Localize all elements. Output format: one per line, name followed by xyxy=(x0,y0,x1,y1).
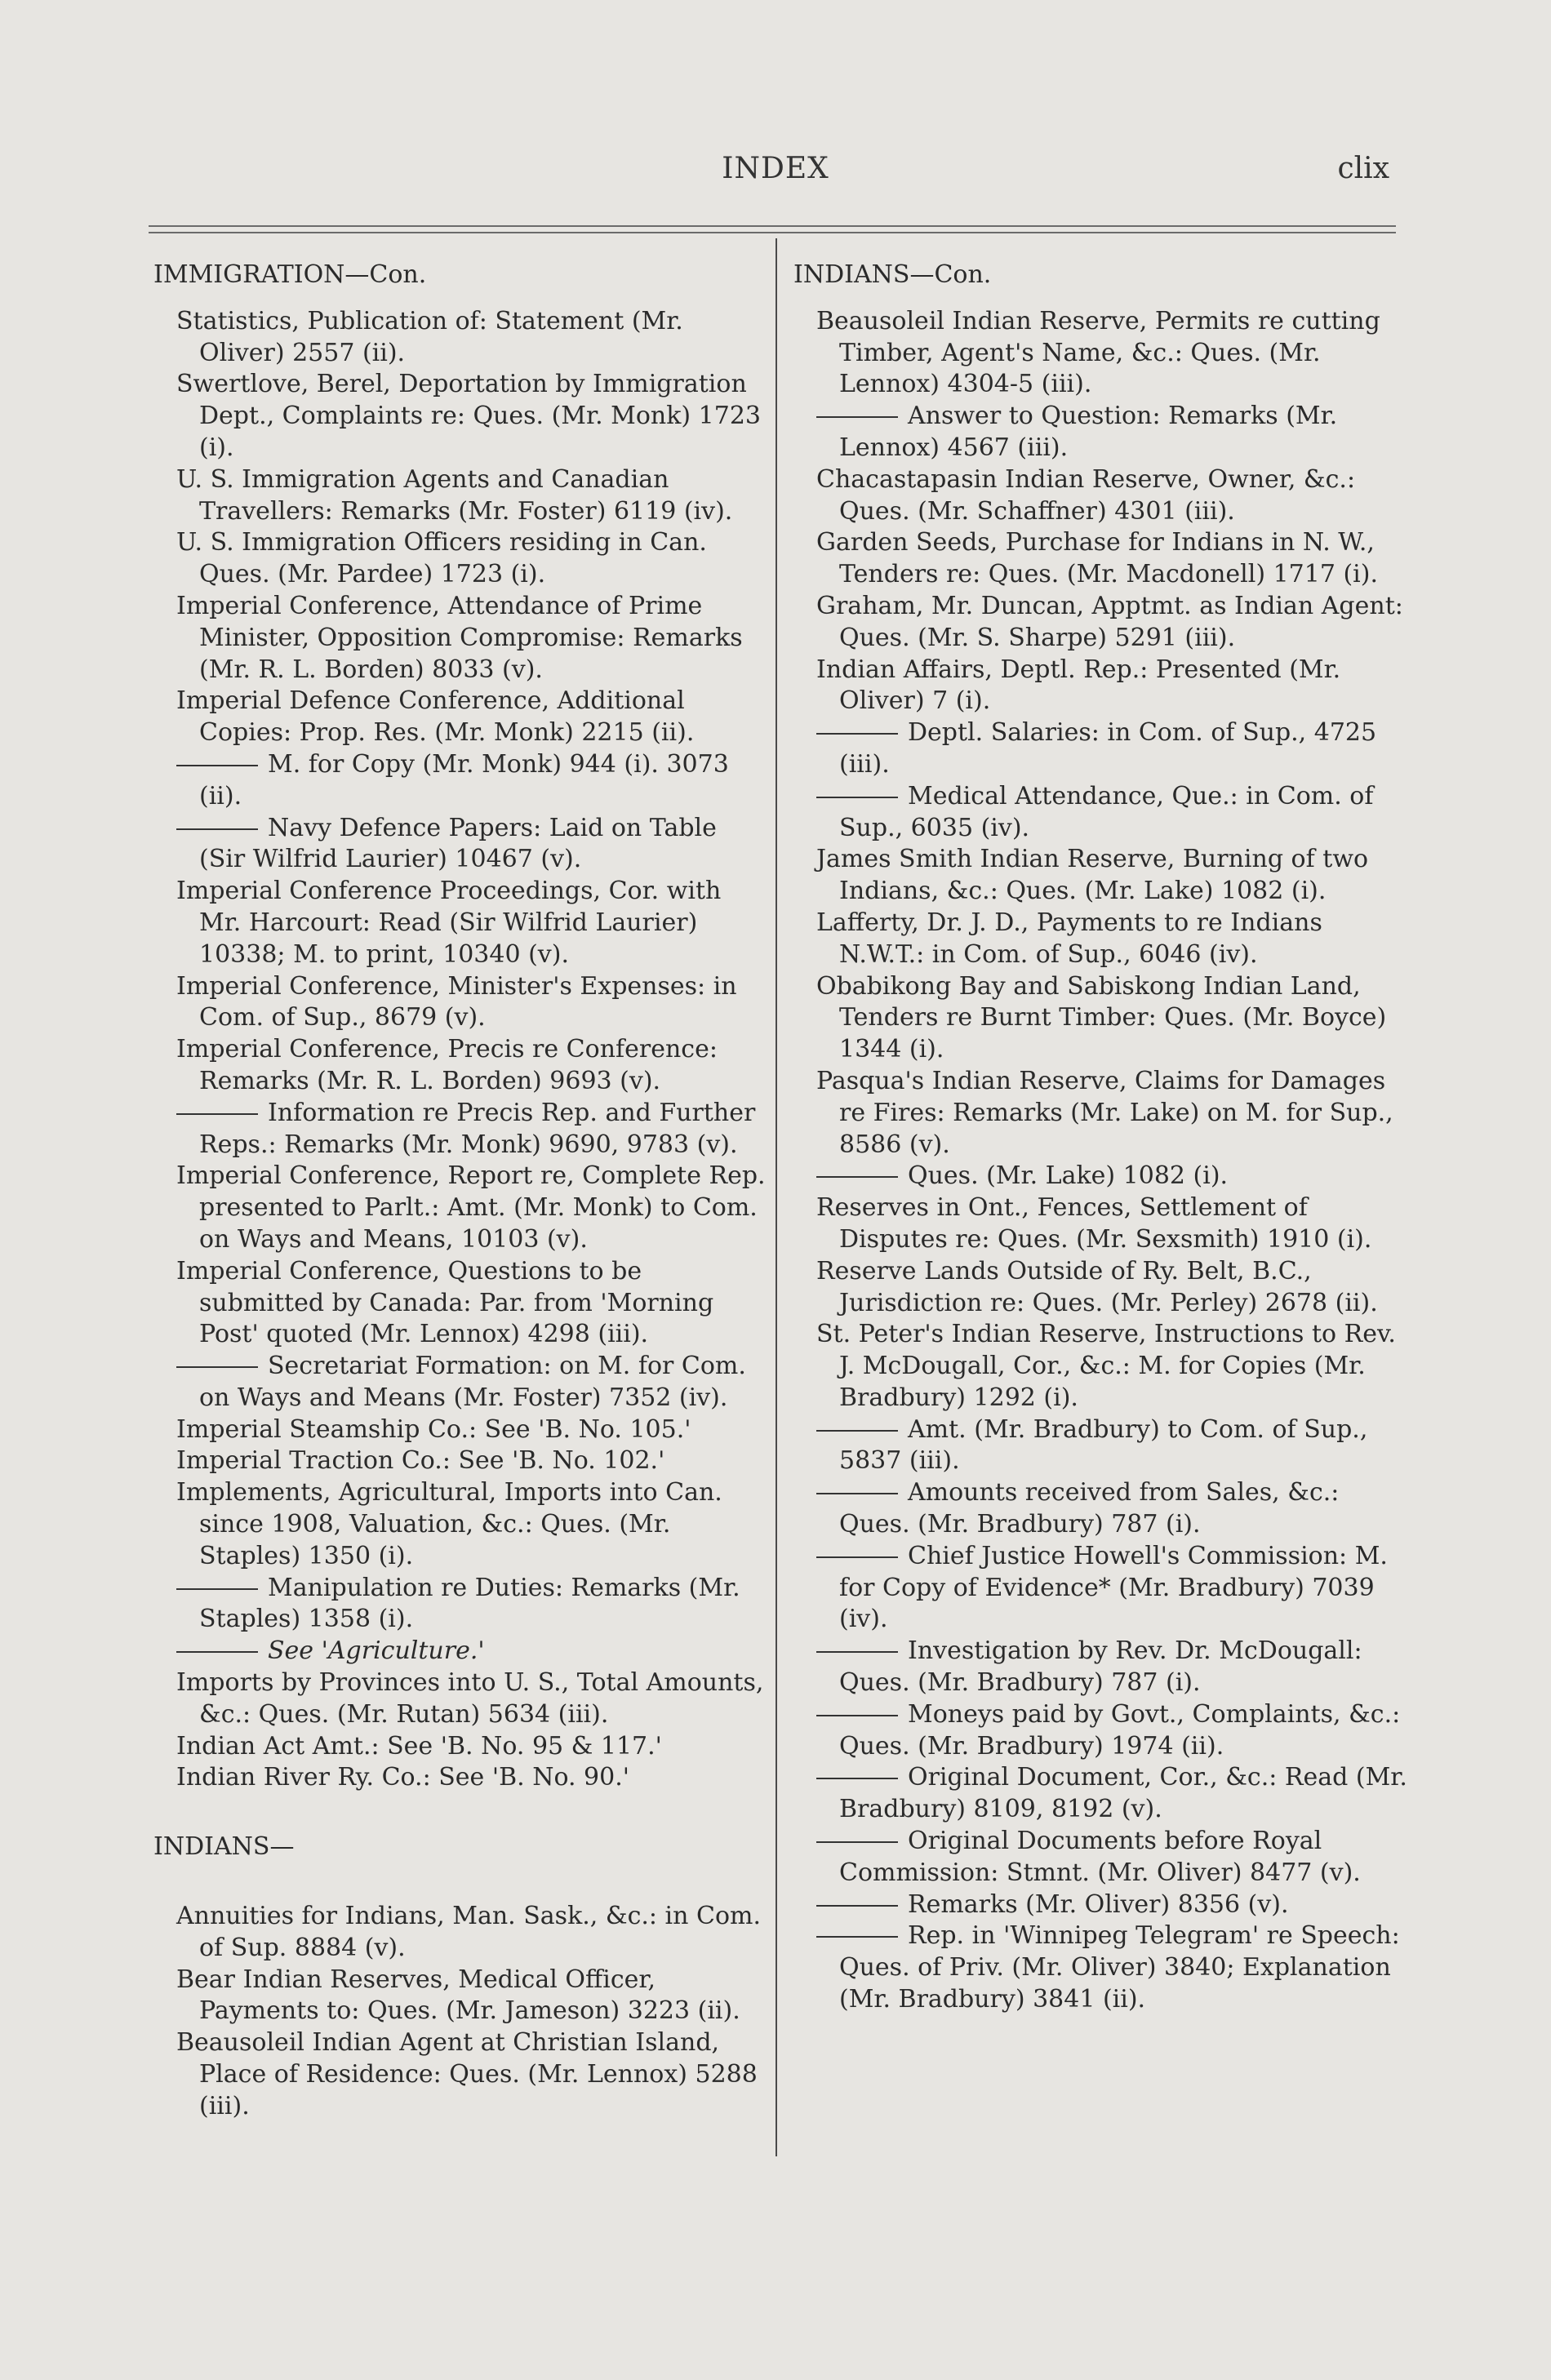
section-heading-indians-con: INDIANS—Con. xyxy=(793,260,992,289)
column-divider xyxy=(776,238,777,2156)
index-sub-entry xyxy=(816,1920,1407,2015)
ditto-dash xyxy=(176,1588,258,1590)
index-sub-entry xyxy=(816,1889,1407,1921)
index-entry: Graham, Mr. Duncan, Apptmt. as Indian Agent: Ques. (Mr. S. Sharpe) 5291 (iii). xyxy=(816,591,1403,652)
index-sub-entry xyxy=(816,1699,1407,1763)
index-entry: Imperial Conference Proceedings, Cor. with Mr. Harcourt: Read (Sir Wilfrid Laurier) 10338; M. to print, 10340 (v). xyxy=(176,877,722,969)
index-entry: Obabikong Bay and Sabiskong Indian Land, Tenders re Burnt Timber: Ques. (Mr. Boyce) 1344 (i). xyxy=(816,971,1387,1064)
index-sub-entry-text: Information re Precis Rep. and Further Reps.: Remarks (Mr. Monk) 9690, 9783 (v). xyxy=(199,1098,756,1159)
index-entry: Lafferty, Dr. J. D., Payments to re Indians N.W.T.: in Com. of Sup., 6046 (iv). xyxy=(816,908,1322,969)
index-sub-entry-text: Deptl. Salaries: in Com. of Sup., 4725 (iii). xyxy=(839,718,1377,779)
index-entry: Imperial Conference, Minister's Expenses: in Com. of Sup., 8679 (v). xyxy=(176,971,737,1032)
index-sub-entry xyxy=(176,1351,767,1414)
index-sub-entry-text: Investigation by Rev. Dr. McDougall: Ques. (Mr. Bradbury) 787 (i). xyxy=(839,1636,1362,1698)
index-sub-entry xyxy=(816,1477,1407,1541)
index-entry: Annuities for Indians, Man. Sask., &c.: in Com. of Sup. 8884 (v). xyxy=(176,1902,762,1962)
ditto-dash xyxy=(816,416,898,418)
ditto-dash xyxy=(816,1176,898,1178)
ditto-dash xyxy=(176,765,258,766)
index-sub-entry-text: Navy Defence Papers: Laid on Table (Sir Wilfrid Laurier) 10467 (v). xyxy=(199,813,717,874)
index-entry: Beausoleil Indian Reserve, Permits re cutting Timber, Agent's Name, &c.: Ques. (Mr. Lennox) 4304-5 (iii). xyxy=(816,306,1380,399)
index-sub-entry-text: Original Documents before Royal Commission: Stmnt. (Mr. Oliver) 8477 (v). xyxy=(839,1827,1361,1887)
ditto-dash xyxy=(816,1778,898,1779)
index-sub-entry-text: Answer to Question: Remarks (Mr. Lennox) 4567 (iii). xyxy=(839,402,1338,462)
index-entry: Implements, Agricultural, Imports into Can. since 1908, Valuation, &c.: Ques. (Mr. Staples) 1350 (i). xyxy=(176,1478,722,1570)
index-entry: Chacastapasin Indian Reserve, Owner, &c.: Ques. (Mr. Schaffner) 4301 (iii). xyxy=(816,464,1356,526)
left-column xyxy=(153,260,767,2123)
index-sub-entry-text: Original Document, Cor., &c.: Read (Mr. Bradbury) 8109, 8192 (v). xyxy=(839,1763,1407,1824)
index-entry: Bear Indian Reserves, Medical Officer, Payments to: Ques. (Mr. Jameson) 3223 (ii). xyxy=(176,1965,740,2026)
index-sub-entry xyxy=(176,1573,767,1636)
ditto-dash xyxy=(816,733,898,735)
index-sub-entry xyxy=(816,1414,1407,1478)
section-heading-immigration: IMMIGRATION—Con. xyxy=(153,260,427,289)
index-sub-entry xyxy=(816,1636,1407,1699)
ditto-dash xyxy=(816,1430,898,1432)
index-sub-entry xyxy=(816,717,1407,781)
index-entry: James Smith Indian Reserve, Burning of two Indians, &c.: Ques. (Mr. Lake) 1082 (i). xyxy=(816,845,1369,906)
ditto-dash xyxy=(816,797,898,798)
ditto-dash xyxy=(176,1113,258,1115)
index-sub-entry-text: Medical Attendance, Que.: in Com. of Sup., 6035 (iv). xyxy=(839,781,1374,842)
header-rule-top xyxy=(149,225,1396,227)
index-sub-entry-text: Chief Justice Howell's Commission: M. for Copy of Evidence* (Mr. Bradbury) 7039 (iv). xyxy=(839,1541,1388,1634)
ditto-dash xyxy=(816,1651,898,1653)
header-rule-bottom xyxy=(149,232,1396,233)
index-entry: Beausoleil Indian Agent at Christian Island, Place of Residence: Ques. (Mr. Lennox) 5288 (iii). xyxy=(176,2028,758,2120)
index-sub-entry xyxy=(816,1161,1407,1192)
index-sub-entry xyxy=(176,749,767,813)
section-heading-indians: INDIANS— xyxy=(153,1832,295,1862)
index-sub-entry xyxy=(816,1762,1407,1826)
ditto-dash xyxy=(176,1651,258,1653)
index-sub-entry-text: Manipulation re Duties: Remarks (Mr. Staples) 1358 (i). xyxy=(199,1573,740,1634)
index-entry: Imperial Steamship Co.: See 'B. No. 105.' xyxy=(176,1414,691,1444)
index-entry: U. S. Immigration Officers residing in Can. Ques. (Mr. Pardee) 1723 (i). xyxy=(176,528,707,589)
index-sub-entry-text: Amounts received from Sales, &c.: Ques. (Mr. Bradbury) 787 (i). xyxy=(839,1478,1340,1539)
ditto-dash xyxy=(176,1366,258,1368)
index-sub-entry-text: Ques. (Mr. Lake) 1082 (i). xyxy=(908,1161,1229,1191)
index-sub-entry xyxy=(176,1098,767,1161)
index-sub-entry-text: Amt. (Mr. Bradbury) to Com. of Sup., 5837 (iii). xyxy=(839,1414,1368,1476)
index-entry: Imperial Conference, Questions to be submitted by Canada: Par. from 'Morning Post' quoted (Mr. Lennox) 4298 (iii). xyxy=(176,1256,714,1349)
index-sub-entry xyxy=(816,1541,1407,1636)
index-entry: Imperial Conference, Report re, Complete Rep. presented to Parlt.: Amt. (Mr. Monk) to Com. on Ways and Means, 10103 (v). xyxy=(176,1161,766,1254)
index-sub-entry-text: Secretariat Formation: on M. for Com. on Ways and Means (Mr. Foster) 7352 (iv). xyxy=(199,1352,746,1412)
index-sub-entry xyxy=(176,813,767,877)
index-entry: U. S. Immigration Agents and Canadian Travellers: Remarks (Mr. Foster) 6119 (iv). xyxy=(176,464,733,526)
index-entry: St. Peter's Indian Reserve, Instructions to Rev. J. McDougall, Cor., &c.: M. for Copies (Mr. Bradbury) 1292 (i). xyxy=(816,1320,1396,1412)
ditto-dash xyxy=(176,828,258,830)
index-sub-entry-text: See 'Agriculture.' xyxy=(268,1636,485,1666)
index-sub-entry-text: M. for Copy (Mr. Monk) 944 (i). 3073 (ii). xyxy=(199,749,729,810)
index-entry: Swertlove, Berel, Deportation by Immigration Dept., Complaints re: Ques. (Mr. Monk) 1723 (i). xyxy=(176,370,762,462)
ditto-dash xyxy=(816,1936,898,1938)
page-number: clix xyxy=(1337,152,1389,185)
index-entry: Indian River Ry. Co.: See 'B. No. 90.' xyxy=(176,1763,630,1792)
index-entry: Indian Affairs, Deptl. Rep.: Presented (Mr. Oliver) 7 (i). xyxy=(816,655,1341,716)
index-entry: Imports by Provinces into U. S., Total Amounts, &c.: Ques. (Mr. Rutan) 5634 (iii). xyxy=(176,1668,764,1729)
ditto-dash xyxy=(816,1841,898,1843)
page-title: INDEX xyxy=(722,152,829,185)
index-sub-entry xyxy=(176,1636,767,1667)
ditto-dash xyxy=(816,1715,898,1716)
ditto-dash xyxy=(816,1556,898,1558)
index-entry: Garden Seeds, Purchase for Indians in N. W., Tenders re: Ques. (Mr. Macdonell) 1717 (i). xyxy=(816,528,1378,589)
index-entry: Statistics, Publication of: Statement (Mr. Oliver) 2557 (ii). xyxy=(176,306,683,367)
index-entry: Imperial Defence Conference, Additional Copies: Prop. Res. (Mr. Monk) 2215 (ii). xyxy=(176,686,695,748)
index-entry: Imperial Conference, Precis re Conference: Remarks (Mr. R. L. Borden) 9693 (v). xyxy=(176,1035,718,1095)
index-sub-entry xyxy=(816,1826,1407,1889)
index-entry: Reserves in Ont., Fences, Settlement of Disputes re: Ques. (Mr. Sexsmith) 1910 (i). xyxy=(816,1193,1372,1254)
index-entry: Pasqua's Indian Reserve, Claims for Damages re Fires: Remarks (Mr. Lake) on M. for Sup., 8586 (v). xyxy=(816,1066,1393,1159)
index-sub-entry xyxy=(816,401,1407,464)
index-sub-entry-text: Moneys paid by Govt., Complaints, &c.: Ques. (Mr. Bradbury) 1974 (ii). xyxy=(839,1699,1401,1761)
ditto-dash xyxy=(816,1493,898,1494)
index-sub-entry-text: Remarks (Mr. Oliver) 8356 (v). xyxy=(908,1889,1289,1919)
index-entry: Indian Act Amt.: See 'B. No. 95 & 117.' xyxy=(176,1731,662,1761)
index-sub-entry xyxy=(816,781,1407,845)
index-entry: Imperial Traction Co.: See 'B. No. 102.' xyxy=(176,1446,665,1476)
index-sub-entry-text: Rep. in 'Winnipeg Telegram' re Speech: Ques. of Priv. (Mr. Oliver) 3840; Explanation (Mr. Bradbury) 3841 (ii). xyxy=(839,1921,1400,2014)
index-entry: Imperial Conference, Attendance of Prime Minister, Opposition Compromise: Remarks (Mr. R. L. Borden) 8033 (v). xyxy=(176,591,743,684)
right-column xyxy=(793,260,1407,2016)
ditto-dash xyxy=(816,1905,898,1907)
index-entry: Reserve Lands Outside of Ry. Belt, B.C., Jurisdiction re: Ques. (Mr. Perley) 2678 (ii). xyxy=(816,1256,1378,1317)
